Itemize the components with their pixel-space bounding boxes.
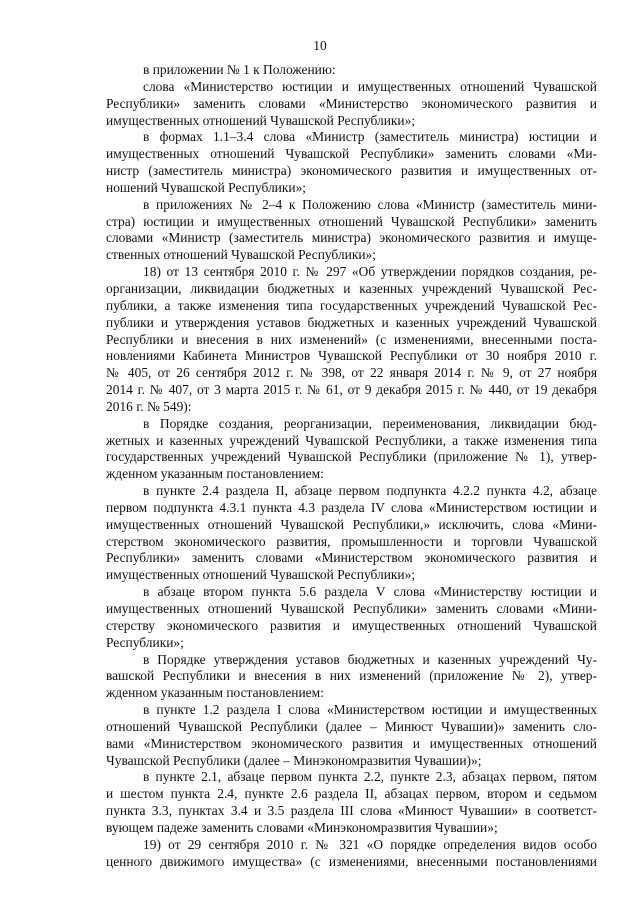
text-line: вующем падеже заменить словами «Минэкономразвития Чувашии»; (106, 819, 498, 835)
text-line: ценного движимого имущества» (с изменениями, внесенными постановлениями (106, 853, 597, 869)
paragraph (106, 197, 597, 264)
text-line: в формах 1.1–3.4 слова «Министр (заместитель министра) юстиции и (143, 129, 597, 145)
paragraph (106, 62, 597, 79)
text-line: в абзаце втором пункта 5.6 раздела V слова «Министерству юстиции и (143, 584, 597, 600)
text-line: 19) от 29 сентября 2010 г. № 321 «О порядке определения видов особо (143, 836, 597, 852)
paragraph (106, 652, 597, 703)
text-line: стра) юстиции и имущественных отношений Чувашской Республики» заменить (106, 213, 597, 229)
text-line: имущественных отношений Чувашской Республики» заменить словами «Ми- (106, 146, 597, 162)
paragraph (106, 416, 597, 483)
paragraph (106, 702, 597, 769)
text-line: Чувашской Республики (далее – Минэкономразвития Чувашии)»; (106, 752, 482, 768)
text-line: 2016 г. № 549): (106, 398, 192, 414)
text-line: организации, ликвидации бюджетных и казенных учреждений Чувашской Рес- (106, 280, 597, 296)
text-line: Республики» заменить словами «Министерством экономического развития и (106, 550, 597, 566)
text-line: публики и утверждения уставов бюджетных и казенных учреждений Чувашской (106, 314, 597, 330)
text-line: в приложениях № 2–4 к Положению слова «Министр (заместитель мини- (143, 196, 597, 212)
text-line: в Порядке утверждения уставов бюджетных и казенных учреждений Чу- (143, 651, 597, 667)
text-line: нистр (заместитель министра) экономического развития и имущественных от- (106, 163, 597, 179)
paragraph (106, 769, 597, 836)
text-line: имущественных отношений Чувашской Республики»; (106, 567, 416, 583)
text-line: в приложении № 1 к Положению: (143, 62, 336, 77)
text-line: Республики» заменить словами «Министерство экономического развития и (106, 95, 597, 111)
text-line: и шестом пункта 2.4, пункте 2.6 раздела II, абзацах первом, втором и седьмом (106, 786, 597, 802)
paragraph (106, 79, 597, 130)
text-line: новлениями Кабинета Министров Чувашской Республики от 30 ноября 2010 г. (106, 348, 597, 364)
text-line: жденном указанным постановлением: (106, 466, 324, 482)
paragraph (106, 129, 597, 196)
text-line: ношений Чувашской Республики»; (106, 179, 307, 195)
page-number: 10 (313, 38, 327, 53)
paragraph (106, 837, 597, 871)
text-line: стерству экономического развития и имущественных отношений Чувашской (106, 617, 597, 633)
text-line: жденном указанным постановлением: (106, 685, 324, 701)
text-line: публики, а также изменения типа государственных учреждений Чувашской Рес- (106, 297, 597, 313)
text-line: в пункте 1.2 раздела I слова «Министерством юстиции и имущественных (143, 702, 597, 718)
text-line: ственных отношений Чувашской Республики»; (106, 247, 376, 263)
text-line: пункта 3.3, пунктах 3.4 и 3.5 раздела III слова «Минюст Чувашии» в соответст- (106, 803, 597, 819)
text-line: имущественных отношений Чувашской Республики»; (106, 112, 416, 128)
text-line: Республики и внесения в них изменений» (с изменениями, внесенными поста- (106, 331, 597, 347)
text-line: в пункте 2.1, абзаце первом пункта 2.2, пункте 2.3, абзацах первом, пятом (143, 769, 597, 785)
text-line: № 405, от 26 сентября 2012 г. № 398, от 22 января 2014 г. № 9, от 27 ноября (106, 365, 597, 381)
text-line: имущественных отношений Чувашской Республики,» исключить, слова «Мини- (106, 516, 597, 532)
text-line: первом подпункта 4.3.1 пункта 4.3 раздела IV слова «Министерством юстиции и (106, 499, 597, 515)
paragraph (106, 584, 597, 651)
text-line: в пункте 2.4 раздела II, абзаце первом подпункта 4.2.2 пункта 4.2, абзаце (143, 483, 597, 499)
text-line: имущественных отношений Чувашской Республики» заменить словами «Мини- (106, 601, 597, 616)
text-line: отношений Чувашской Республики (далее – Минюст Чувашии)» заменить сло- (106, 718, 597, 734)
text-line: Республики»; (106, 634, 184, 650)
text-line: 18) от 13 сентября 2010 г. № 297 «Об утверждении порядков создания, ре- (143, 264, 597, 280)
text-line: слова «Министерство юстиции и имущественных отношений Чувашской (143, 78, 597, 94)
text-line: 2014 г. № 407, от 3 марта 2015 г. № 61, от 9 декабря 2015 г. № 440, от 19 декабря (106, 382, 597, 398)
text-line: вашской Республики и внесения в них изменений (приложение № 2), утвер- (106, 668, 597, 684)
text-line: в Порядке создания, реорганизации, переименования, ликвидации бюд- (143, 415, 597, 431)
paragraph (106, 264, 597, 416)
document-body (106, 62, 597, 871)
text-line: словами «Министр (заместитель министра) экономического развития и имуще- (106, 230, 597, 246)
text-line: жетных и казенных учреждений Чувашской Республики, а также изменения типа (106, 432, 597, 448)
text-line: стерством экономического развития, промышленности и торговли Чувашской (106, 533, 597, 549)
text-line: государственных учреждений Чувашской Республики (приложение № 1), утвер- (106, 449, 597, 465)
paragraph (106, 483, 597, 584)
text-line: вами «Министерством экономического развития и имущественных отношений (106, 735, 597, 751)
